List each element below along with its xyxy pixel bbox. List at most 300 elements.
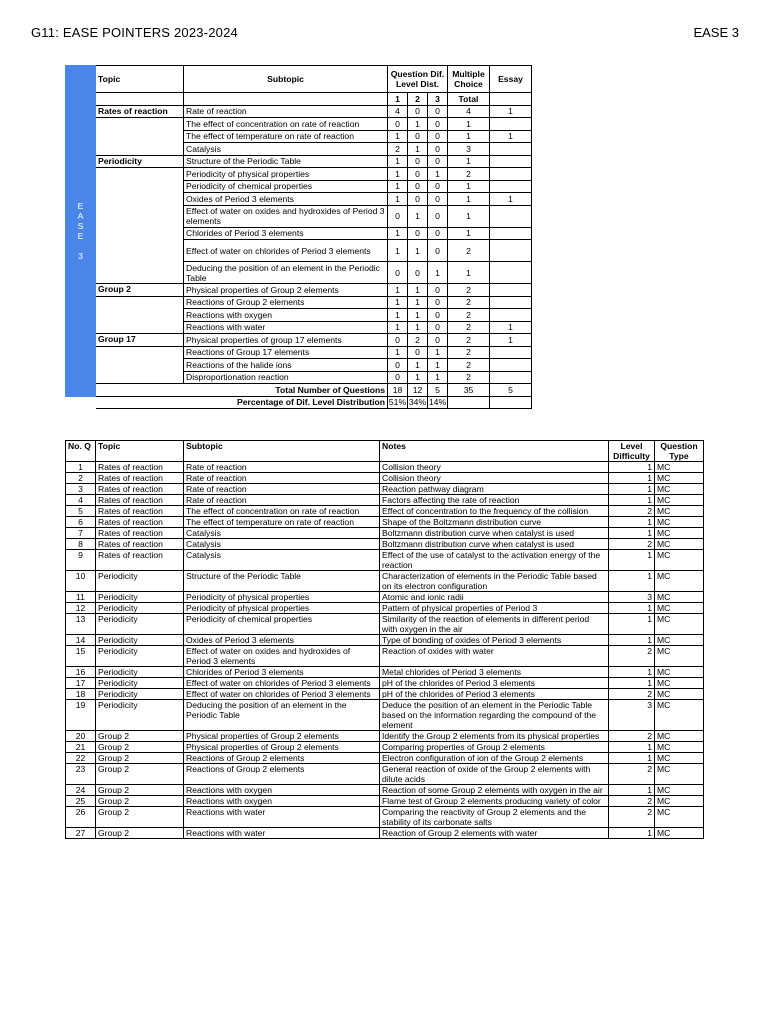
detail-subtopic: Rate of reaction: [184, 484, 380, 495]
summary-topic-empty: [96, 168, 184, 181]
summary-table-wrapper: [65, 65, 532, 409]
summary-level-2: 1: [408, 371, 428, 384]
detail-topic: Rates of reaction: [96, 462, 184, 473]
detail-level: 1: [609, 667, 655, 678]
detail-level: 2: [609, 731, 655, 742]
summary-mc-total: 3: [448, 143, 490, 156]
summary-level-1: 0: [388, 262, 408, 284]
summary-mc-total: 2: [448, 321, 490, 334]
summary-level-3: 0: [428, 130, 448, 143]
detail-row: [66, 678, 704, 689]
detail-row: [66, 603, 704, 614]
detail-no: 16: [66, 667, 96, 678]
summary-level-2: 1: [408, 321, 428, 334]
detail-no: 15: [66, 646, 96, 667]
detail-subtopic: Physical properties of Group 2 elements: [184, 742, 380, 753]
summary-subtopic: Effect of water on oxides and hydroxides of Period 3 elements: [184, 205, 388, 227]
detail-topic: Periodicity: [96, 592, 184, 603]
detail-qtype: MC: [655, 506, 704, 517]
percent-level-2: 34%: [408, 397, 427, 408]
side-letter: E: [77, 200, 84, 211]
essay-header-spacer: [490, 93, 532, 106]
detail-topic: Rates of reaction: [96, 506, 184, 517]
detail-subtopic: Rate of reaction: [184, 473, 380, 484]
col-topic-header: Topic: [96, 66, 184, 93]
detail-topic: Rates of reaction: [96, 517, 184, 528]
detail-level: 1: [609, 495, 655, 506]
detail-level: 1: [609, 528, 655, 539]
summary-essay: [490, 371, 532, 384]
detail-qtype: MC: [655, 807, 704, 828]
detail-no: 2: [66, 473, 96, 484]
summary-level-2: 0: [408, 262, 428, 284]
side-letter: S: [77, 220, 84, 231]
total-level-3: 5: [428, 384, 448, 397]
detail-subtopic: Effect of water on chlorides of Period 3 elements: [184, 678, 380, 689]
detail-row: [66, 571, 704, 592]
summary-subtopic: The effect of concentration on rate of reaction: [184, 118, 388, 131]
detail-qtype: MC: [655, 517, 704, 528]
summary-row: [66, 227, 532, 240]
detail-qtype: MC: [655, 571, 704, 592]
summary-level-1: 1: [388, 240, 408, 262]
detail-row: [66, 646, 704, 667]
summary-subtopic: Effect of water on chlorides of Period 3 elements: [184, 240, 388, 262]
percent-level-1: 51%: [388, 397, 407, 408]
summary-level-1: 1: [388, 296, 408, 309]
summary-topic: Group 2: [96, 284, 184, 297]
detail-qtype: MC: [655, 828, 704, 839]
detail-table-wrapper: [65, 440, 704, 839]
detail-topic: Group 2: [96, 731, 184, 742]
detail-no: 24: [66, 785, 96, 796]
summary-level-3: 1: [428, 371, 448, 384]
detail-topic: Periodicity: [96, 646, 184, 667]
level-1-header: 1: [388, 93, 408, 106]
detail-header-no: No. Q: [66, 441, 96, 462]
summary-subtopic: Oxides of Period 3 elements: [184, 193, 388, 206]
summary-topic-empty: [96, 118, 184, 131]
percent-label: Percentage of Dif. Level Distribution: [96, 396, 388, 409]
summary-subtopic: Catalysis: [184, 143, 388, 156]
detail-subtopic: The effect of concentration on rate of reaction: [184, 506, 380, 517]
summary-level-3: 1: [428, 168, 448, 181]
detail-notes: Flame test of Group 2 elements producing variety of color: [380, 796, 609, 807]
summary-subtopic: Deducing the position of an element in the Periodic Table: [184, 262, 388, 284]
summary-row: [66, 193, 532, 206]
summary-mc-total: 1: [448, 130, 490, 143]
detail-qtype: MC: [655, 550, 704, 571]
col-essay-header: Essay: [490, 66, 532, 93]
summary-topic-empty: [96, 180, 184, 193]
summary-topic-empty: [96, 346, 184, 359]
summary-level-2: 0: [408, 155, 428, 168]
summary-mc-total: 1: [448, 262, 490, 284]
summary-level-3: 0: [428, 227, 448, 240]
summary-essay: 1: [490, 334, 532, 347]
detail-topic: Rates of reaction: [96, 550, 184, 571]
detail-no: 23: [66, 764, 96, 785]
detail-qtype: MC: [655, 462, 704, 473]
detail-topic: Rates of reaction: [96, 473, 184, 484]
detail-no: 10: [66, 571, 96, 592]
summary-level-1: 0: [388, 118, 408, 131]
summary-essay: [490, 118, 532, 131]
summary-level-1: 1: [388, 227, 408, 240]
summary-mc-total: 2: [448, 334, 490, 347]
detail-notes: Reaction of oxides with water: [380, 646, 609, 667]
summary-subtopic: Reactions with oxygen: [184, 309, 388, 322]
detail-topic: Group 2: [96, 753, 184, 764]
level-3-header: 3: [428, 93, 448, 106]
detail-row: [66, 796, 704, 807]
summary-level-2: 0: [408, 193, 428, 206]
detail-subtopic: Chlorides of Period 3 elements: [184, 667, 380, 678]
detail-qtype: MC: [655, 528, 704, 539]
detail-row: [66, 753, 704, 764]
detail-notes: Effect of the use of catalyst to the activation energy of the reaction: [380, 550, 609, 571]
detail-level: 1: [609, 603, 655, 614]
summary-level-1: 1: [388, 180, 408, 193]
detail-topic: Periodicity: [96, 700, 184, 731]
summary-essay: [490, 309, 532, 322]
detail-subtopic: Catalysis: [184, 550, 380, 571]
detail-no: 17: [66, 678, 96, 689]
summary-level-1: 0: [388, 371, 408, 384]
summary-essay: [490, 262, 532, 284]
detail-notes: Reaction of Group 2 elements with water: [380, 828, 609, 839]
detail-subtopic: Effect of water on chlorides of Period 3 elements: [184, 689, 380, 700]
detail-no: 4: [66, 495, 96, 506]
summary-subtopic: Chlorides of Period 3 elements: [184, 227, 388, 240]
summary-level-1: 1: [388, 193, 408, 206]
summary-row: [66, 309, 532, 322]
detail-no: 5: [66, 506, 96, 517]
detail-row: [66, 528, 704, 539]
detail-topic: Periodicity: [96, 635, 184, 646]
detail-subtopic: Reactions of Group 2 elements: [184, 753, 380, 764]
detail-topic: Periodicity: [96, 689, 184, 700]
detail-notes: Factors affecting the rate of reaction: [380, 495, 609, 506]
detail-qtype: MC: [655, 614, 704, 635]
detail-topic: Periodicity: [96, 667, 184, 678]
summary-level-1: 1: [388, 130, 408, 143]
summary-essay: [490, 227, 532, 240]
detail-qtype: MC: [655, 785, 704, 796]
detail-level: 1: [609, 785, 655, 796]
summary-percent-row: [66, 396, 532, 409]
detail-row: [66, 462, 704, 473]
summary-mc-total: 1: [448, 205, 490, 227]
detail-qtype: MC: [655, 678, 704, 689]
summary-topic-empty: [96, 240, 184, 262]
summary-essay: 1: [490, 321, 532, 334]
summary-level-3: 0: [428, 284, 448, 297]
summary-level-3: 1: [428, 359, 448, 372]
detail-subtopic: Periodicity of physical properties: [184, 603, 380, 614]
summary-table: [65, 65, 532, 409]
summary-mc-total: 2: [448, 168, 490, 181]
summary-topic-empty: [96, 309, 184, 322]
detail-topic: Periodicity: [96, 603, 184, 614]
detail-row: [66, 495, 704, 506]
summary-topic-empty: [96, 321, 184, 334]
detail-no: 26: [66, 807, 96, 828]
summary-topic-empty: [96, 205, 184, 227]
detail-no: 20: [66, 731, 96, 742]
detail-subtopic: Catalysis: [184, 539, 380, 550]
detail-subtopic: Reactions with oxygen: [184, 796, 380, 807]
detail-level: 1: [609, 517, 655, 528]
summary-level-2: 1: [408, 118, 428, 131]
summary-row: [66, 346, 532, 359]
summary-row: [66, 105, 532, 118]
detail-level: 1: [609, 678, 655, 689]
detail-level: 2: [609, 764, 655, 785]
detail-notes: Pattern of physical properties of Period 3: [380, 603, 609, 614]
summary-subtopic: Disproportionation reaction: [184, 371, 388, 384]
summary-level-1: 1: [388, 168, 408, 181]
summary-essay: 1: [490, 130, 532, 143]
summary-subtopic: Reactions with water: [184, 321, 388, 334]
summary-level-2: 0: [408, 105, 428, 118]
detail-row: [66, 828, 704, 839]
detail-subtopic: Periodicity of physical properties: [184, 592, 380, 603]
summary-subtopic: Reactions of Group 2 elements: [184, 296, 388, 309]
detail-notes: Collision theory: [380, 473, 609, 484]
detail-qtype: MC: [655, 764, 704, 785]
summary-level-3: 0: [428, 205, 448, 227]
summary-subtopic: Structure of the Periodic Table: [184, 155, 388, 168]
summary-essay: [490, 240, 532, 262]
detail-no: 22: [66, 753, 96, 764]
detail-row: [66, 484, 704, 495]
summary-row: [66, 284, 532, 297]
summary-subtopic: Rate of reaction: [184, 105, 388, 118]
side-letter: 3: [78, 250, 83, 261]
detail-topic: Group 2: [96, 796, 184, 807]
detail-qtype: MC: [655, 484, 704, 495]
summary-level-1: 2: [388, 143, 408, 156]
summary-topic-empty: [96, 143, 184, 156]
summary-essay: [490, 296, 532, 309]
level-2-header: 2: [408, 93, 428, 106]
detail-row: [66, 550, 704, 571]
detail-qtype: MC: [655, 731, 704, 742]
detail-level: 1: [609, 462, 655, 473]
detail-subtopic: Physical properties of Group 2 elements: [184, 731, 380, 742]
detail-notes: General reaction of oxide of the Group 2 elements with dilute acids: [380, 764, 609, 785]
summary-essay: [490, 284, 532, 297]
detail-level: 2: [609, 539, 655, 550]
summary-level-2: 1: [408, 296, 428, 309]
detail-no: 7: [66, 528, 96, 539]
summary-mc-total: 2: [448, 371, 490, 384]
detail-subtopic: Structure of the Periodic Table: [184, 571, 380, 592]
summary-topic-empty: [96, 296, 184, 309]
detail-level: 2: [609, 796, 655, 807]
side-letter: A: [77, 210, 84, 221]
detail-level: 1: [609, 484, 655, 495]
detail-subtopic: Reactions of Group 2 elements: [184, 764, 380, 785]
detail-qtype: MC: [655, 796, 704, 807]
summary-subtopic: Physical properties of Group 2 elements: [184, 284, 388, 297]
detail-level: 1: [609, 614, 655, 635]
summary-row: [66, 240, 532, 262]
detail-header-qtype: Question Type: [655, 441, 704, 462]
summary-level-3: 0: [428, 180, 448, 193]
total-level-1: 18: [388, 384, 408, 397]
summary-subtopic: Physical properties of group 17 elements: [184, 334, 388, 347]
summary-level-2: 0: [408, 168, 428, 181]
detail-table: [65, 440, 704, 839]
summary-mc-total: 2: [448, 296, 490, 309]
detail-qtype: MC: [655, 592, 704, 603]
side-letter: E: [77, 230, 84, 241]
summary-level-2: 1: [408, 205, 428, 227]
total-label: Total Number of Questions: [96, 384, 388, 397]
summary-level-3: 0: [428, 143, 448, 156]
summary-level-2: 1: [408, 309, 428, 322]
summary-mc-total: 1: [448, 227, 490, 240]
detail-row: [66, 506, 704, 517]
detail-subtopic: Reactions with oxygen: [184, 785, 380, 796]
detail-row: [66, 517, 704, 528]
detail-notes: Characterization of elements in the Periodic Table based on its electron configuration: [380, 571, 609, 592]
detail-header-topic: Topic: [96, 441, 184, 462]
detail-qtype: MC: [655, 753, 704, 764]
summary-row: [66, 205, 532, 227]
detail-subtopic: Deducing the position of an element in the Periodic Table: [184, 700, 380, 731]
summary-row: [66, 180, 532, 193]
summary-level-2: 0: [408, 227, 428, 240]
detail-level: 1: [609, 571, 655, 592]
summary-level-1: 0: [388, 359, 408, 372]
summary-row: [66, 371, 532, 384]
detail-row: [66, 539, 704, 550]
summary-level-2: 1: [408, 143, 428, 156]
detail-notes: Reaction of some Group 2 elements with oxygen in the air: [380, 785, 609, 796]
detail-no: 21: [66, 742, 96, 753]
percent-spacer: [66, 396, 96, 409]
detail-no: 14: [66, 635, 96, 646]
detail-row: [66, 473, 704, 484]
summary-level-3: 0: [428, 155, 448, 168]
summary-topic-empty: [96, 193, 184, 206]
detail-level: 2: [609, 689, 655, 700]
summary-level-3: 0: [428, 296, 448, 309]
detail-notes: Identify the Group 2 elements from its physical properties: [380, 731, 609, 742]
summary-mc-total: 2: [448, 240, 490, 262]
detail-subtopic: Effect of water on oxides and hydroxides of Period 3 elements: [184, 646, 380, 667]
detail-notes: Metal chlorides of Period 3 elements: [380, 667, 609, 678]
total-mc: 35: [448, 384, 490, 397]
col-mc-header: Multiple Choice: [448, 66, 490, 93]
summary-mc-total: 2: [448, 309, 490, 322]
summary-level-1: 1: [388, 309, 408, 322]
detail-qtype: MC: [655, 603, 704, 614]
topic-header-spacer: [96, 93, 184, 106]
detail-subtopic: Rate of reaction: [184, 462, 380, 473]
summary-row: [66, 296, 532, 309]
col-qdl-header: Question Dif. Level Dist.: [388, 66, 448, 93]
summary-level-2: 0: [408, 180, 428, 193]
summary-essay: [490, 359, 532, 372]
percent-mc-empty: [448, 396, 490, 409]
document-title: G11: EASE POINTERS 2023-2024: [31, 25, 238, 40]
summary-essay: 1: [490, 193, 532, 206]
total-essay: 5: [490, 384, 532, 397]
detail-notes: Effect of concentration to the frequency of the collision: [380, 506, 609, 517]
detail-notes: pH of the chlorides of Period 3 elements: [380, 678, 609, 689]
detail-subtopic: Catalysis: [184, 528, 380, 539]
detail-topic: Group 2: [96, 764, 184, 785]
detail-no: 8: [66, 539, 96, 550]
summary-essay: [490, 155, 532, 168]
detail-no: 12: [66, 603, 96, 614]
summary-row: [66, 130, 532, 143]
ease-side-label: [66, 66, 96, 397]
detail-header-subtopic: Subtopic: [184, 441, 380, 462]
percent-essay-empty: [490, 396, 532, 409]
percent-level-3: 14%: [428, 397, 447, 408]
summary-level-1: 4: [388, 105, 408, 118]
summary-row: [66, 334, 532, 347]
detail-notes: Collision theory: [380, 462, 609, 473]
side-letter: [66, 241, 95, 251]
summary-subtopic: Reactions of Group 17 elements: [184, 346, 388, 359]
detail-row: [66, 635, 704, 646]
total-header: Total: [448, 93, 490, 106]
detail-subtopic: The effect of temperature on rate of reaction: [184, 517, 380, 528]
summary-level-1: 0: [388, 334, 408, 347]
summary-level-3: 0: [428, 240, 448, 262]
summary-level-1: 1: [388, 346, 408, 359]
detail-no: 18: [66, 689, 96, 700]
detail-level: 2: [609, 646, 655, 667]
detail-no: 9: [66, 550, 96, 571]
detail-no: 11: [66, 592, 96, 603]
summary-topic-empty: [96, 227, 184, 240]
detail-no: 13: [66, 614, 96, 635]
detail-qtype: MC: [655, 700, 704, 731]
detail-level: 1: [609, 550, 655, 571]
summary-level-3: 0: [428, 309, 448, 322]
detail-level: 1: [609, 753, 655, 764]
detail-no: 6: [66, 517, 96, 528]
detail-topic: Group 2: [96, 828, 184, 839]
detail-row: [66, 785, 704, 796]
detail-row: [66, 667, 704, 678]
detail-subtopic: Oxides of Period 3 elements: [184, 635, 380, 646]
summary-level-1: 1: [388, 155, 408, 168]
summary-subtopic: Reactions of the halide ions: [184, 359, 388, 372]
detail-row: [66, 764, 704, 785]
detail-notes: Atomic and ionic radii: [380, 592, 609, 603]
summary-subtopic: Periodicity of physical properties: [184, 168, 388, 181]
summary-essay: 1: [490, 105, 532, 118]
detail-notes: Boltzmann distribution curve when catalyst is used: [380, 539, 609, 550]
detail-topic: Group 2: [96, 742, 184, 753]
summary-mc-total: 1: [448, 118, 490, 131]
detail-topic: Rates of reaction: [96, 484, 184, 495]
detail-no: 27: [66, 828, 96, 839]
detail-level: 1: [609, 828, 655, 839]
detail-topic: Rates of reaction: [96, 539, 184, 550]
summary-topic-empty: [96, 130, 184, 143]
detail-notes: Deduce the position of an element in the Periodic Table based on the information regarding the compound of the element: [380, 700, 609, 731]
detail-row: [66, 807, 704, 828]
